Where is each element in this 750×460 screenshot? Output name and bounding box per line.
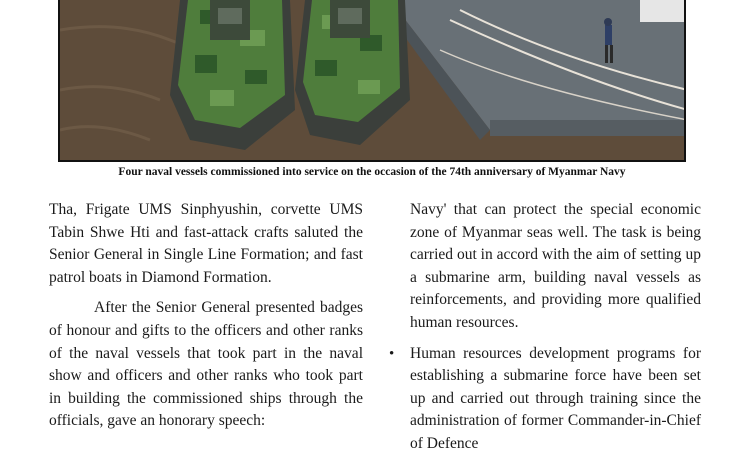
left-paragraph-1: Tha, Frigate UMS Sinphyushin, corvette UMS Tabin Shwe Hti and fast-attack crafts saluted the Senior General in Single Line Formation; and fast patrol boats in Diamond Formation. xyxy=(49,201,363,286)
figure-caption: Four naval vessels commissioned into service on the occasion of the 74th anniversary of Myanmar Navy xyxy=(118,166,626,178)
right-text-column xyxy=(389,199,701,456)
right-paragraph-1: Navy' that can protect the special economic zone of Myanmar seas well. The task is being carried out in accord with the aim of setting up a submarine arm, building naval vessels as reinforcements, and providing more qualified human resources. xyxy=(410,201,701,331)
bullet-text: Human resources development programs for establishing a submarine force have been set up and carried out through training since the administration of former Commander-in-Chief of Defence xyxy=(410,344,701,452)
bullet-marker: • xyxy=(389,345,395,362)
left-paragraph-2: After the Senior General presented badges of honour and gifts to the officers and other ranks of the naval vessels that took part in the naval show and officers and other ranks who took part in building the commissioned ships through the officials, gave an honorary speech: xyxy=(49,299,363,430)
naval-vessels-photo xyxy=(58,0,686,162)
left-text-column xyxy=(49,199,363,441)
bullet-item xyxy=(389,343,701,456)
